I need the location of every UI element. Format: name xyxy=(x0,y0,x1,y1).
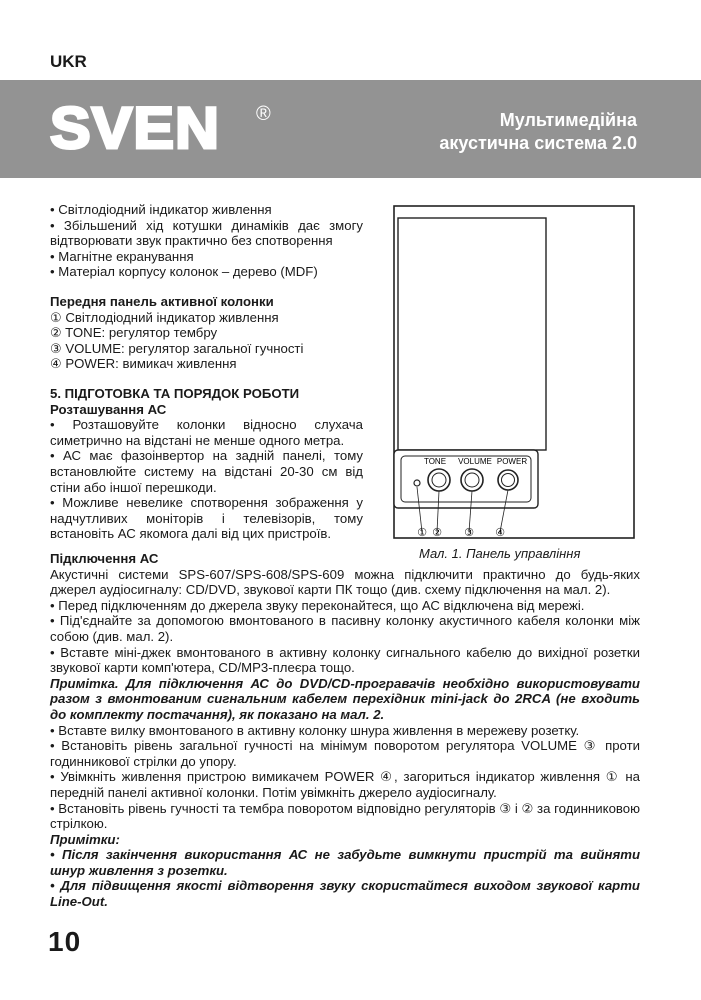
callout-4: ④ xyxy=(495,526,505,539)
section-subheading: Розташування АС xyxy=(50,401,167,417)
front-panel-item: ② TONE: регулятор тембру xyxy=(50,325,218,341)
volume-label: VOLUME xyxy=(458,457,492,466)
connection-intro: Акустичні системи SPS-607/SPS-608/SPS-609 можна підключити практично до будь-яких джерел аудіосигналу: CD/DVD, звукової карти ПК тощо (див. схему підключення на мал. 2). xyxy=(50,566,640,598)
feature-item: • Світлодіодний індикатор живлення xyxy=(50,202,272,217)
power-label: POWER xyxy=(496,457,528,466)
volume-knob xyxy=(461,469,483,491)
feature-item: • Збільшений хід котушки динаміків дає змогу відтворювати звук практично без спотворення xyxy=(50,217,363,249)
note-item: • Після закінчення використання АС не забудьте вимкнути пристрій та вийняти шнур живлення з розетки. xyxy=(50,847,640,878)
connection-note: Примітка. Для підключення АС до DVD/CD-програвачів необхідно використовувати разом з вмонтованим сигнальним кабелем перехідник mini-jack до 2RCA (не входить до комплекту постачання), як показано на мал. 2. xyxy=(50,675,640,722)
connection-item: • Вставте міні-джек вмонтованого в активну колонку сигнального кабелю до вихідної розетки звукової карти комп'ютера, CD/MP3-плеєра тощо. xyxy=(50,644,640,676)
front-panel-item: ③ VOLUME: регулятор загальної гучності xyxy=(50,340,304,356)
connection-item: • Під'єднайте за допомогою вмонтованого в пасивну колонку акустичного кабеля колонки між собою (див. мал. 2). xyxy=(50,613,640,644)
left-column xyxy=(50,202,363,542)
title-line-1: Мультимедійна xyxy=(499,110,637,130)
note-item: • Для підвищення якості відтворення звуку скористайтеся виходом звукової карти Line-Out. xyxy=(50,878,640,910)
placement-item: • АС має фазоінвертор на задній панелі, тому встановлюйте систему на відстані 20-30 см від стіни або іншої перешкоди. xyxy=(50,448,363,495)
notes-heading: Примітки: xyxy=(50,831,120,847)
placement-item: • Можливе невелике спотворення зображення у надчутливих моніторів і телевізорів, тому встановіть АС якомога далі від цих пристроїв. xyxy=(50,495,363,542)
connection-item: • Встановіть рівень гучності та тембра поворотом відповідно регуляторів ③ і ② за годинниковою стрілкою. xyxy=(50,800,640,832)
callout-1: ① xyxy=(417,526,427,539)
tone-knob xyxy=(428,469,450,491)
feature-item: • Матеріал корпусу колонок – дерево (MDF) xyxy=(50,264,318,280)
section-heading: 5. ПІДГОТОВКА ТА ПОРЯДОК РОБОТИ xyxy=(50,385,300,401)
connection-item: • Перед підключенням до джерела звуку переконайтеся, що АС відключена від мережі. xyxy=(50,597,585,613)
connection-item: • Встановіть рівень загальної гучності на мінімум поворотом регулятора VOLUME ③ проти годинникової стрілки до упору. xyxy=(50,738,640,769)
connection-heading: Підключення АС xyxy=(50,551,159,566)
callout-2: ② xyxy=(432,526,442,539)
placement-item: • Розташовуйте колонки відносно слухача симетрично на відстані не менше одного метра. xyxy=(50,417,363,448)
page-number: 10 xyxy=(48,926,82,957)
registered-mark: ® xyxy=(256,103,271,125)
callout-3: ③ xyxy=(464,526,474,539)
sven-logo: SVEN xyxy=(50,96,221,161)
front-panel-item: ④ POWER: вимикач живлення xyxy=(50,356,237,372)
tone-label: TONE xyxy=(423,457,447,466)
feature-item: • Магнітне екранування xyxy=(50,248,194,264)
front-panel-heading: Передня панель активної колонки xyxy=(50,293,274,309)
connection-item: • Вставте вилку вмонтованого в активну колонку шнура живлення в мережеву розетку. xyxy=(50,722,580,738)
connection-section xyxy=(50,551,640,910)
title-line-2: акустична система 2.0 xyxy=(439,133,637,153)
speaker-front xyxy=(398,218,546,450)
connection-item: • Увімкніть живлення пристрою вимикачем POWER ④, загориться індикатор живлення ① на передній панелі активної колонки. Потім увімкніть джерело аудіосигналу. xyxy=(50,769,640,800)
control-panel-figure xyxy=(384,200,654,545)
product-title xyxy=(439,109,637,155)
front-panel-item: ① Світлодіодний індикатор живлення xyxy=(50,309,279,325)
figure-caption: Мал. 1. Панель управління xyxy=(419,546,581,561)
language-label: UKR xyxy=(50,52,87,71)
power-led-icon xyxy=(414,480,420,486)
